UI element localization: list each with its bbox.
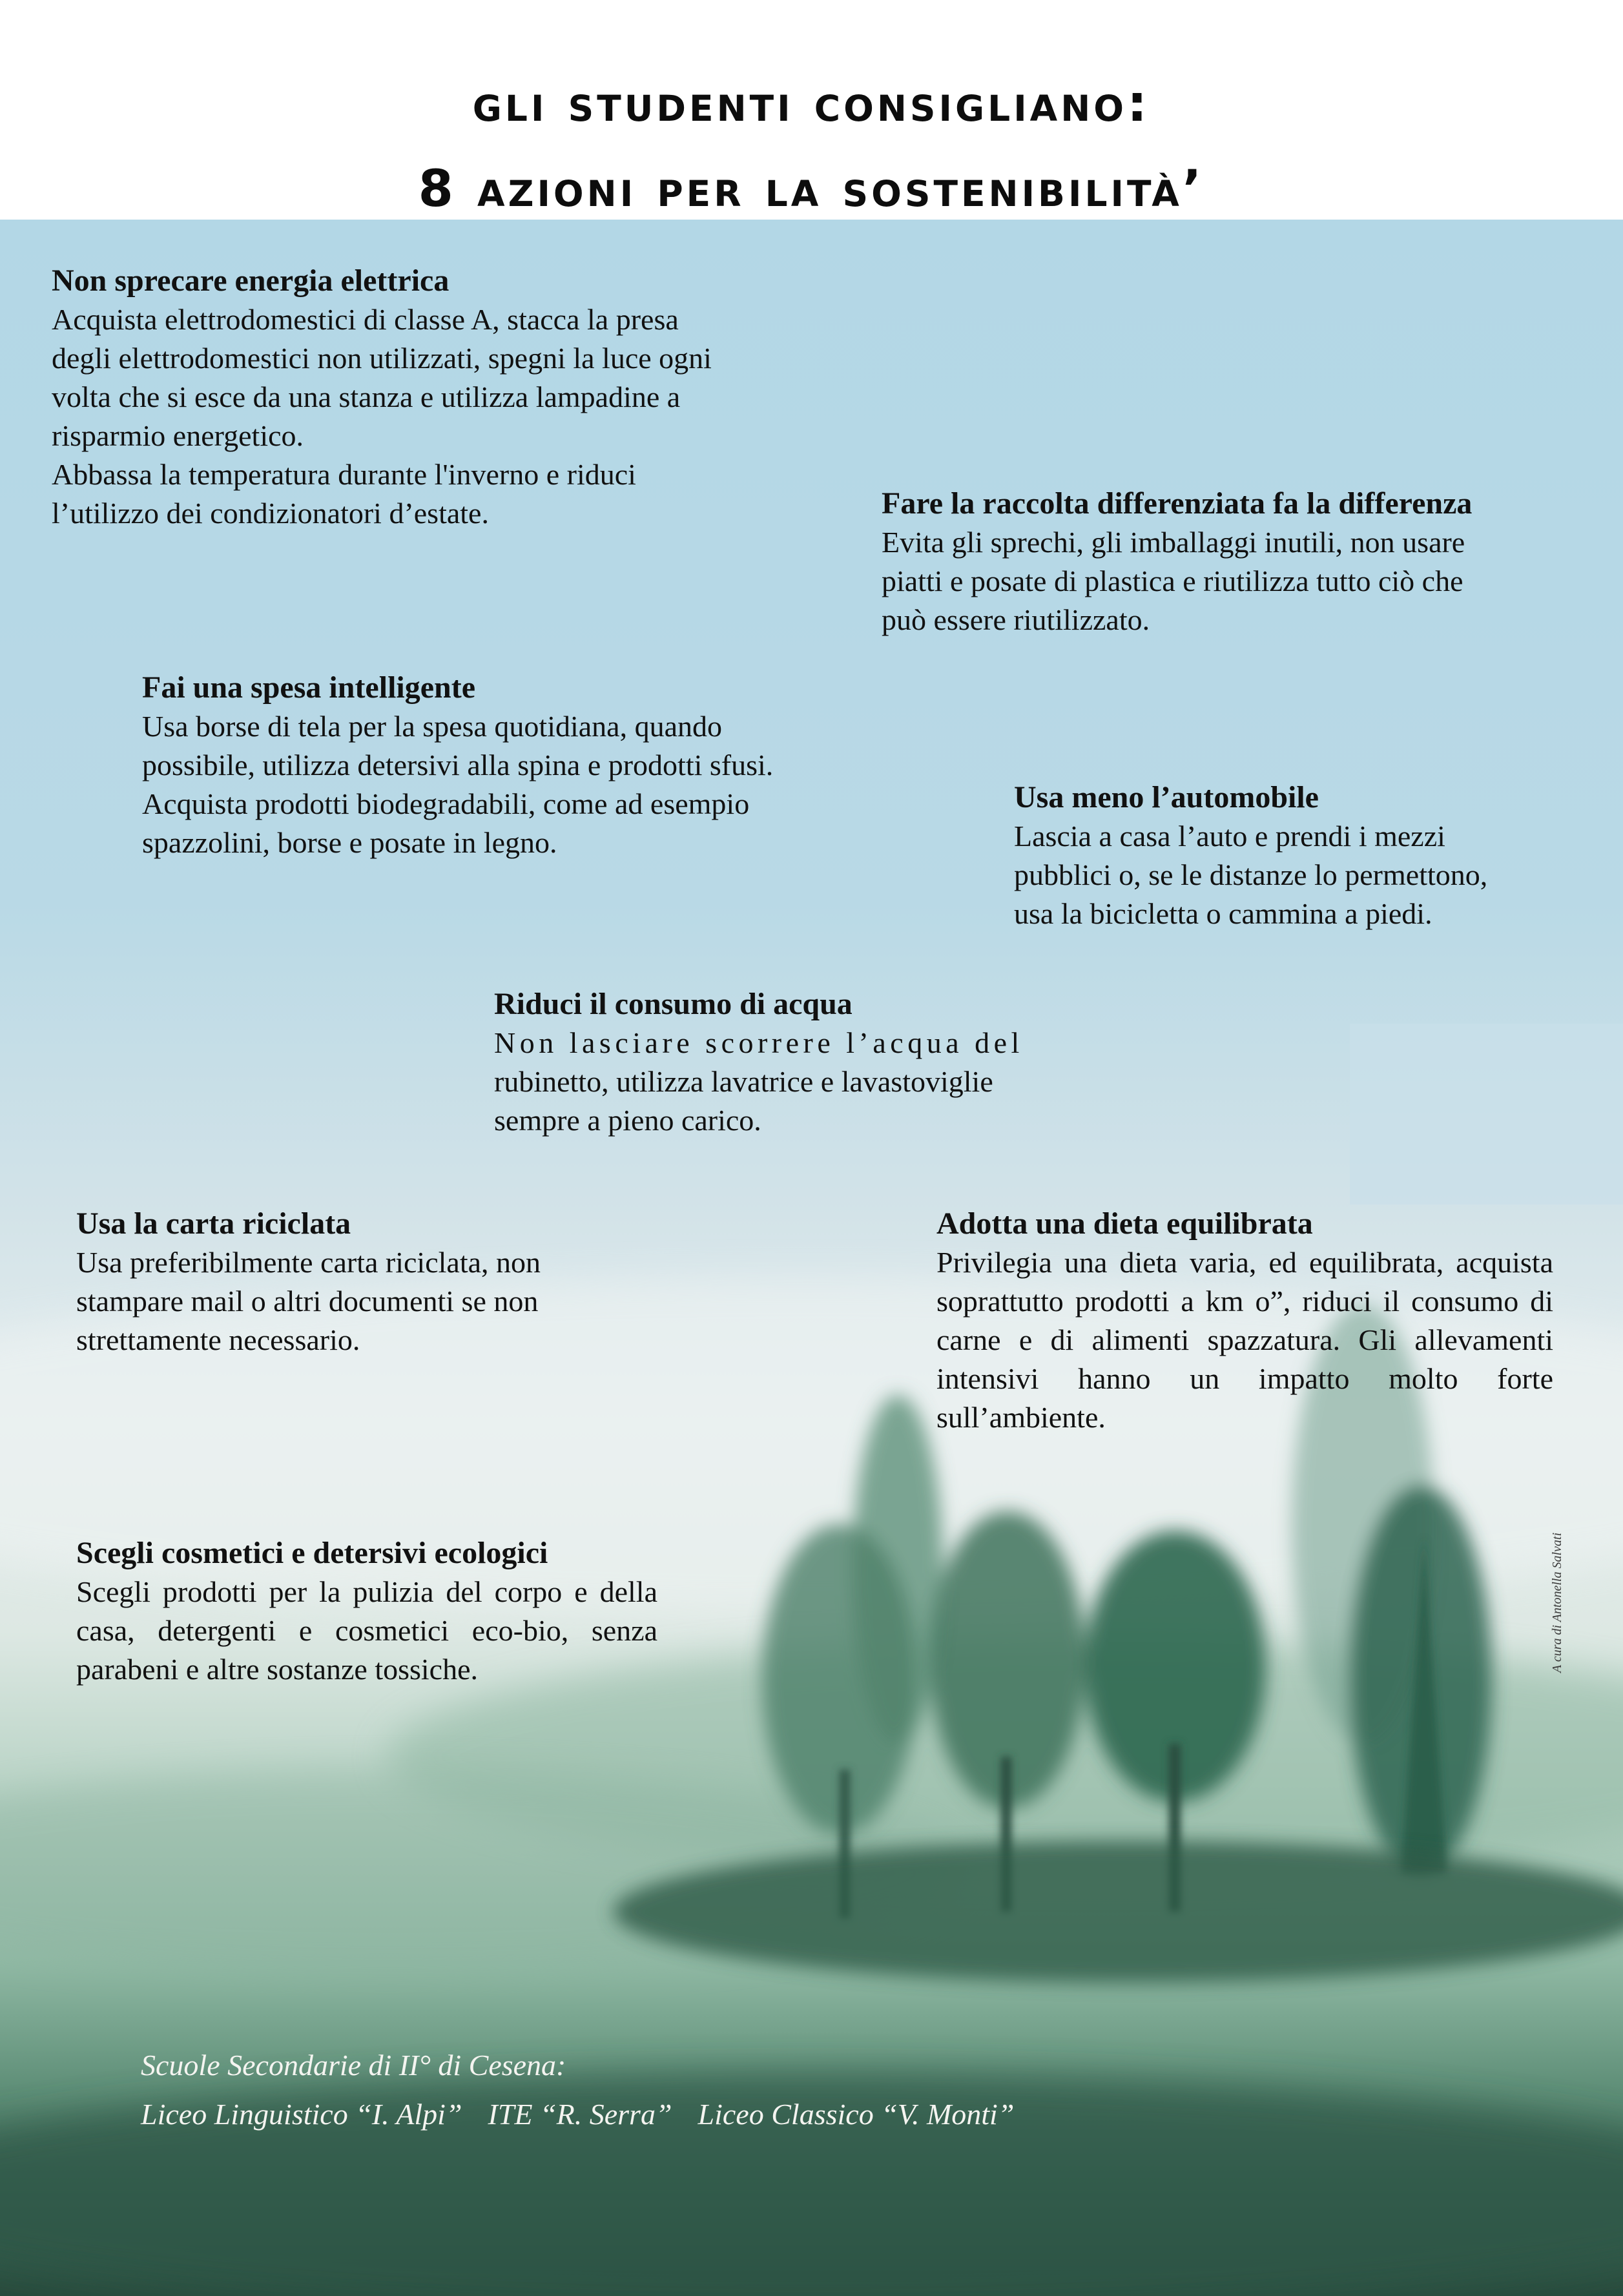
action-line: Abbassa la temperatura durante l'inverno e riduci (52, 458, 636, 491)
action-recycled-paper (76, 1205, 632, 1360)
action-line: Evita gli sprechi, gli imballaggi inutili, non usare (882, 526, 1465, 559)
action-line: Lascia a casa l’auto e prendi i mezzi (1014, 820, 1445, 853)
action-smart-shopping (142, 668, 904, 862)
action-heading: Usa la carta riciclata (76, 1206, 351, 1241)
action-text: Privilegia una dieta varia, ed equilibrata, acquista soprattutto prodotti a km o”, riduci il consumo di carne e di alimenti spazzatura. Gli allevamenti intensivi hanno un impatto molto forte sull’ambiente. (936, 1246, 1553, 1434)
action-heading: Non sprecare energia elettrica (52, 264, 450, 298)
action-balanced-diet (936, 1205, 1553, 1437)
action-line: degli elettrodomestici non utilizzati, spegni la luce ogni (52, 342, 712, 375)
action-line: piatti e posate di plastica e riutilizza tutto ciò che (882, 564, 1463, 597)
action-line: pubblici o, se le distanze lo permettono, (1014, 858, 1488, 891)
action-line: strettamente necessario. (76, 1323, 360, 1356)
action-heading: Scegli cosmetici e detersivi ecologici (76, 1536, 548, 1570)
action-line: l’utilizzo dei condizionatori d’estate. (52, 497, 489, 530)
footer-schools (141, 2041, 1014, 2139)
school-name: Liceo Linguistico “I. Alpi” (141, 2098, 462, 2131)
action-line: sempre a pieno carico. (494, 1104, 761, 1137)
footer-line: Scuole Secondarie di II° di Cesena: (141, 2049, 566, 2082)
page-title (0, 61, 1623, 232)
action-line: spazzolini, borse e posate in legno. (142, 826, 557, 859)
action-heading: Adotta una dieta equilibrata (936, 1206, 1313, 1241)
action-line: stampare mail o altri documenti se non (76, 1285, 539, 1318)
school-name: ITE “R. Serra” (488, 2098, 672, 2131)
title-line-1: gli studenti consigliano: (472, 75, 1151, 133)
action-recycling (882, 484, 1586, 639)
action-line: rubinetto, utilizza lavatrice e lavastoviglie (494, 1065, 993, 1098)
author-credit: A cura di Antonella Salvati (1550, 1532, 1564, 1673)
action-eco-cosmetics (76, 1534, 657, 1689)
action-line: Acquista prodotti biodegradabili, come ad esempio (142, 787, 750, 820)
action-line: volta che si esce da una stanza e utilizza lampadine a (52, 380, 681, 413)
action-line: Usa preferibilmente carta riciclata, non (76, 1246, 541, 1279)
action-line: può essere riutilizzato. (882, 603, 1150, 636)
action-line: usa la bicicletta o cammina a piedi. (1014, 897, 1432, 930)
action-heading: Fai una spesa intelligente (142, 670, 476, 705)
action-heading: Riduci il consumo di acqua (494, 987, 853, 1021)
action-water (494, 985, 1072, 1140)
action-heading: Fare la raccolta differenziata fa la differenza (882, 486, 1473, 521)
action-line: Non lasciare scorrere l’acqua del (494, 1026, 1024, 1059)
action-text: Scegli prodotti per la pulizia del corpo e della casa, detergenti e cosmetici eco-bio, senza parabeni e altre sostanze tossiche. (76, 1575, 657, 1686)
action-line: Acquista elettrodomestici di classe A, stacca la presa (52, 303, 679, 336)
action-line: risparmio energetico. (52, 419, 304, 452)
schools-line (141, 2090, 1014, 2139)
action-line: Usa borse di tela per la spesa quotidiana, quando (142, 710, 723, 743)
action-less-car (1014, 778, 1582, 933)
school-name: Liceo Classico “V. Monti” (698, 2098, 1015, 2131)
title-line-2: 8 azioni per la sostenibilità’ (418, 160, 1205, 218)
action-line: possibile, utilizza detersivi alla spina e prodotti sfusi. (142, 749, 774, 781)
action-energy (52, 262, 827, 533)
action-heading: Usa meno l’automobile (1014, 780, 1319, 814)
